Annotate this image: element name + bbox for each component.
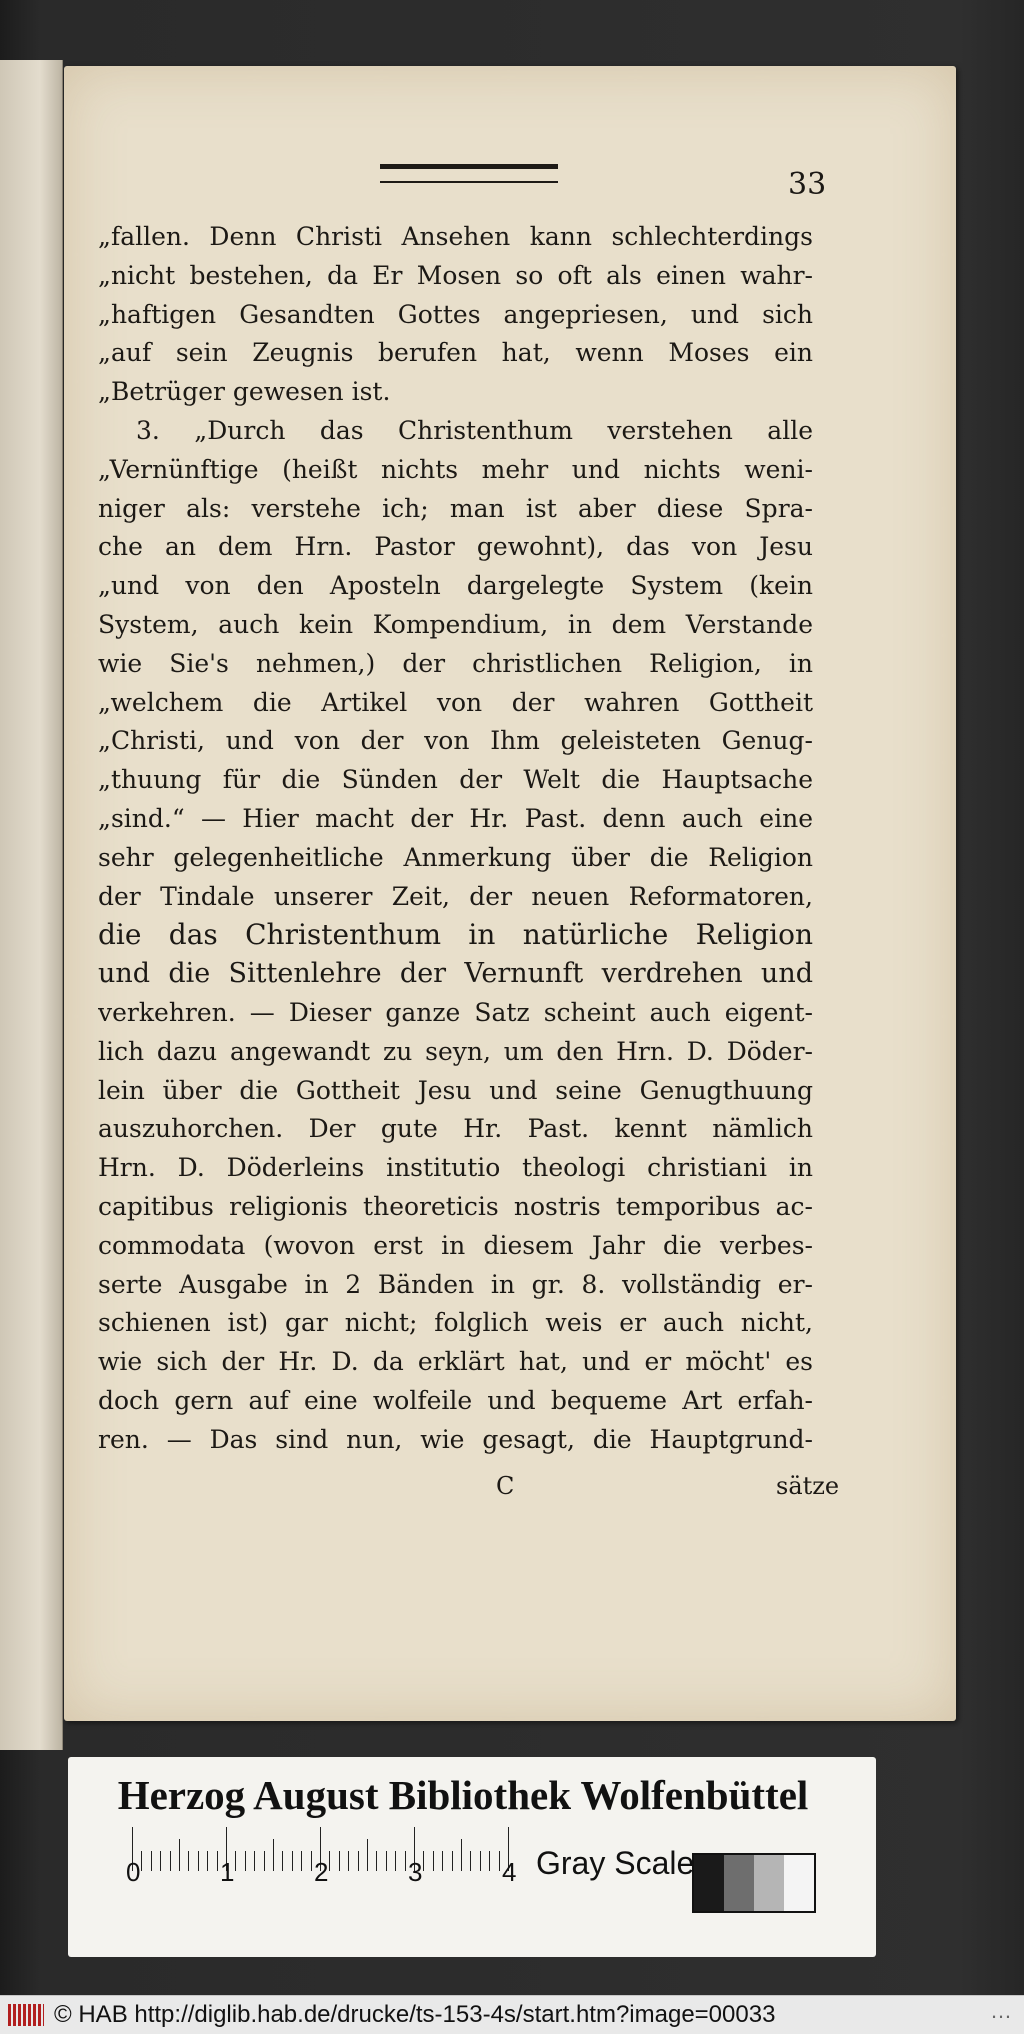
text-line: „welchem die Artikel von der wahren Gottheit [98, 687, 813, 717]
text-line: System, auch kein Kompendium, in dem Verstande [98, 609, 813, 639]
text-line: der Tindale unserer Zeit, der neuen Reformatoren, [98, 881, 813, 911]
ruler-tick [141, 1851, 142, 1871]
ruler-tick [282, 1851, 283, 1871]
text-line: „Vernünftige (heißt nichts mehr und nichts weni- [98, 454, 813, 484]
text-line: sehr gelegenheitliche Anmerkung über die Religion [98, 842, 813, 872]
gray-scale-swatches [692, 1853, 816, 1913]
text-line: wie sich der Hr. D. da erklärt hat, und er möcht' es [98, 1347, 813, 1377]
scale-label: 0 [126, 1857, 141, 1887]
text-line: „sind.“ — Hier macht der Hr. Past. denn auch eine [98, 803, 813, 833]
ruler-tick [339, 1851, 340, 1871]
header-rule [380, 164, 558, 183]
ruler-tick [499, 1851, 500, 1871]
ruler-tick [245, 1851, 246, 1871]
text-line: „nicht bestehen, da Er Mosen so oft als einen wahr- [98, 260, 813, 290]
ruler-tick [160, 1851, 161, 1871]
ruler-tick [452, 1851, 453, 1871]
text-line: „Betrüger gewesen ist. [98, 377, 391, 407]
gray-scale-label: Gray Scale [536, 1845, 695, 1881]
text-line: „haftigen Gesandten Gottes angepriesen, und sich [98, 299, 813, 329]
ruler-tick [151, 1851, 152, 1871]
ruler-tick [292, 1851, 293, 1871]
text-line: lich dazu angewandt zu seyn, um den Hrn. D. Döder- [98, 1036, 813, 1066]
ruler-tick [273, 1839, 274, 1871]
ruler-tick [170, 1851, 171, 1871]
ruler-tick [376, 1851, 377, 1871]
text-line: schienen ist) gar nicht; folglich weis er auch nicht, [98, 1308, 813, 1338]
text-line: lein über die Gottheit Jesu und seine Genugthuung [98, 1075, 813, 1105]
text-line: „auf sein Zeugnis berufen hat, wenn Moses ein [98, 338, 813, 368]
text-line: „und von den Aposteln dargelegte System (kein [98, 571, 813, 601]
ruler-tick [235, 1851, 236, 1871]
signature-mark: C [496, 1472, 515, 1500]
text-line: commodata (wovon erst in diesem Jahr die verbes- [98, 1230, 813, 1260]
text-line: auszuhorchen. Der gute Hr. Past. kennt nämlich [98, 1114, 813, 1144]
text-line: 3. „Durch das Christenthum verstehen alle [136, 415, 813, 445]
copyright-url[interactable]: © HAB http://diglib.hab.de/drucke/ts-153-4s/start.htm?image=00033 [54, 2001, 776, 2028]
text-line: ren. — Das sind nun, wie gesagt, die Hauptgrund- [98, 1424, 813, 1454]
hab-logo-icon [8, 2004, 44, 2026]
ruler-tick [395, 1851, 396, 1871]
scale-label: 4 [502, 1857, 517, 1887]
ruler-tick [254, 1851, 255, 1871]
ruler-tick [470, 1851, 471, 1871]
gray-swatch [754, 1855, 784, 1911]
gray-swatch [784, 1855, 814, 1911]
ruler-tick [367, 1839, 368, 1871]
text-line: „fallen. Denn Christi Ansehen kann schlechterdings [98, 222, 813, 251]
gray-swatch [694, 1855, 724, 1911]
ruler-tick [217, 1851, 218, 1871]
ruler-tick [489, 1851, 490, 1871]
text-line: niger als: verstehe ich; man ist aber diese Spra- [98, 493, 813, 523]
ruler-tick [264, 1851, 265, 1871]
ruler-tick [480, 1851, 481, 1871]
text-line: verkehren. — Dieser ganze Satz scheint auch eigent- [98, 997, 813, 1027]
ruler-tick [423, 1851, 424, 1871]
ruler-tick [198, 1851, 199, 1871]
ruler-tick [348, 1851, 349, 1871]
text-line: che an dem Hrn. Pastor gewohnt), das von Jesu [98, 532, 813, 562]
ruler-tick [301, 1851, 302, 1871]
text-line: doch gern auf eine wolfeile und bequeme Art erfah- [98, 1385, 813, 1415]
text-line: „thuung für die Sünden der Welt die Hauptsache [98, 765, 813, 795]
scale-label: 3 [408, 1857, 423, 1887]
more-menu-icon[interactable]: … [990, 1998, 1012, 2023]
ruler-tick [358, 1851, 359, 1871]
ruler-tick [461, 1839, 462, 1871]
previous-page-edge [0, 60, 63, 1750]
status-bar [0, 1995, 1024, 2034]
scale-label: 1 [220, 1857, 235, 1887]
text-line: wie Sie's nehmen,) der christlichen Religion, in [98, 648, 813, 678]
text-line: „Christi, und von der von Ihm geleisteten Genug- [98, 726, 813, 756]
page-number: 33 [788, 167, 827, 202]
ruler-tick [433, 1851, 434, 1871]
ruler-tick [442, 1851, 443, 1871]
text-line: und die Sittenlehre der Vernunft verdrehen und [98, 958, 813, 990]
text-line: die das Christenthum in natürliche Religion [98, 918, 813, 952]
text-line: serte Ausgabe in 2 Bänden in gr. 8. vollständig er- [98, 1269, 813, 1299]
text-line: Hrn. D. Döderleins institutio theologi christiani in [98, 1153, 813, 1183]
ruler-tick [386, 1851, 387, 1871]
catchword: sätze [776, 1472, 840, 1500]
library-name: Herzog August Bibliothek Wolfenbüttel [117, 1772, 809, 1818]
text-line: capitibus religionis theoreticis nostris temporibus ac- [98, 1191, 813, 1221]
ruler-tick [207, 1851, 208, 1871]
scale-label: 2 [314, 1857, 329, 1887]
ruler-tick [311, 1851, 312, 1871]
color-calibration-card [68, 1757, 876, 1957]
ruler-tick [405, 1851, 406, 1871]
ruler-tick [179, 1839, 180, 1871]
ruler-tick [329, 1851, 330, 1871]
gray-swatch [724, 1855, 754, 1911]
page-text [98, 218, 813, 1460]
ruler-tick [188, 1851, 189, 1871]
